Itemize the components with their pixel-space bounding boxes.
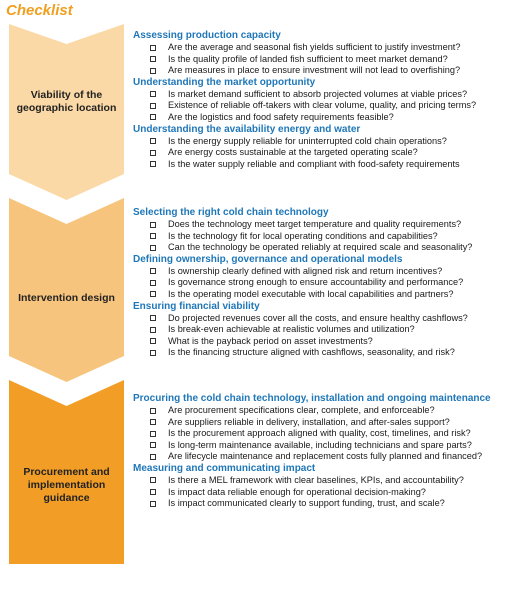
checklist-item[interactable]: Are procurement specifications clear, complete, and enforceable? <box>133 405 513 417</box>
checkbox-icon[interactable] <box>150 103 156 109</box>
checkbox-icon[interactable] <box>150 68 156 74</box>
section-production-capacity <box>133 30 513 77</box>
checkbox-icon[interactable] <box>150 338 156 344</box>
checkbox-icon[interactable] <box>150 327 156 333</box>
section-heading: Defining ownership, governance and operational models <box>133 253 403 265</box>
checkbox-icon[interactable] <box>150 419 156 425</box>
section-market-opportunity <box>133 77 513 124</box>
checklist-item[interactable]: Is long-term maintenance available, including technicians and spare parts? <box>133 440 513 452</box>
checkbox-icon[interactable] <box>150 454 156 460</box>
stage-procurement-arrow <box>9 380 124 564</box>
checklist-item[interactable]: Is impact communicated clearly to support funding, trust, and scale? <box>133 498 513 510</box>
checkbox-icon[interactable] <box>150 222 156 228</box>
section-measuring-impact <box>133 463 513 510</box>
checkbox-icon[interactable] <box>150 114 156 120</box>
section-heading: Assessing production capacity <box>133 30 281 41</box>
checklist-item[interactable]: Is the energy supply reliable for uninterrupted cold chain operations? <box>133 136 513 148</box>
checkbox-icon[interactable] <box>150 477 156 483</box>
checklist-item[interactable]: Is the procurement approach aligned with quality, cost, timelines, and risk? <box>133 428 513 440</box>
checkbox-icon[interactable] <box>150 431 156 437</box>
checkbox-icon[interactable] <box>150 315 156 321</box>
checklist-item[interactable]: Does the technology meet target temperature and quality requirements? <box>133 219 513 231</box>
checkbox-icon[interactable] <box>150 138 156 144</box>
checkbox-icon[interactable] <box>150 350 156 356</box>
checkbox-icon[interactable] <box>150 245 156 251</box>
checkbox-icon[interactable] <box>150 161 156 167</box>
checkbox-icon[interactable] <box>150 408 156 414</box>
section-cold-chain-technology <box>133 207 513 254</box>
stage-procurement-label: Procurement and implementation guidance <box>23 466 110 504</box>
checklist-item[interactable]: Is the technology fit for local operating conditions and capabilities? <box>133 231 513 243</box>
checkbox-icon[interactable] <box>150 442 156 448</box>
checklist-item[interactable]: Are the average and seasonal fish yields sufficient to justify investment? <box>133 42 513 54</box>
checklist-item[interactable]: Are lifecycle maintenance and replacement costs fully planned and financed? <box>133 451 513 463</box>
stage-intervention-label: Intervention design <box>18 292 115 304</box>
section-procurement <box>133 393 513 463</box>
stage-viability-arrow <box>9 24 124 200</box>
stage-intervention-arrow <box>9 198 124 382</box>
checkbox-icon[interactable] <box>150 56 156 62</box>
checklist-item[interactable]: Are energy costs sustainable at the targeted operating scale? <box>133 147 513 159</box>
checklist-item[interactable]: Is break-even achievable at realistic volumes and utilization? <box>133 324 513 336</box>
checklist-group-1 <box>133 30 513 170</box>
section-heading: Procuring the cold chain technology, installation and ongoing maintenance <box>133 393 491 404</box>
checklist-item[interactable]: Can the technology be operated reliably at required scale and seasonality? <box>133 242 513 254</box>
checklist-item[interactable]: Is the financing structure aligned with cashflows, seasonality, and risk? <box>133 347 513 359</box>
checkbox-icon[interactable] <box>150 268 156 274</box>
checkbox-icon[interactable] <box>150 91 156 97</box>
checkbox-icon[interactable] <box>150 233 156 239</box>
checkbox-icon[interactable] <box>150 45 156 51</box>
checkbox-icon[interactable] <box>150 150 156 156</box>
section-financial-viability <box>133 301 513 359</box>
checklist-group-3 <box>133 393 513 510</box>
checklist-item[interactable]: Is governance strong enough to ensure accountability and performance? <box>133 277 513 289</box>
checklist-item[interactable]: Is there a MEL framework with clear baselines, KPIs, and accountability? <box>133 475 513 487</box>
section-heading: Understanding the market opportunity <box>133 76 316 88</box>
checklist-item[interactable]: Is the water supply reliable and compliant with food-safety requirements <box>133 159 513 171</box>
checkbox-icon[interactable] <box>150 501 156 507</box>
checklist-item[interactable]: Is the quality profile of landed fish sufficient to meet market demand? <box>133 54 513 66</box>
checklist-group-2 <box>133 207 513 359</box>
checkbox-icon[interactable] <box>150 489 156 495</box>
section-ownership-governance <box>133 254 513 301</box>
checkbox-icon[interactable] <box>150 291 156 297</box>
checklist-item[interactable]: Are measures in place to ensure investment will not lead to overfishing? <box>133 65 513 77</box>
checklist-item[interactable]: Is the operating model executable with local capabilities and partners? <box>133 289 513 301</box>
checklist-title: Checklist <box>6 2 73 19</box>
checklist-item[interactable]: Do projected revenues cover all the costs, and ensure healthy cashflows? <box>133 313 513 325</box>
checklist-item[interactable]: What is the payback period on asset investments? <box>133 336 513 348</box>
checklist-item[interactable]: Is ownership clearly defined with aligned risk and return incentives? <box>133 266 513 278</box>
checklist-item[interactable]: Is market demand sufficient to absorb projected volumes at viable prices? <box>133 89 513 101</box>
checkbox-icon[interactable] <box>150 280 156 286</box>
section-heading: Ensuring financial viability <box>133 300 260 312</box>
section-heading: Understanding the availability energy and water <box>133 123 361 135</box>
stage-viability-label: Viability of the geographic location <box>16 89 117 114</box>
checklist-item[interactable]: Existence of reliable off-takers with clear volume, quality, and pricing terms? <box>133 100 513 112</box>
section-energy-water <box>133 124 513 171</box>
checklist-item[interactable]: Are suppliers reliable in delivery, installation, and after-sales support? <box>133 417 513 429</box>
checklist-item[interactable]: Is impact data reliable enough for operational decision-making? <box>133 487 513 499</box>
chevron-shape-2 <box>9 198 124 382</box>
section-heading: Selecting the right cold chain technology <box>133 207 329 218</box>
checklist-item[interactable]: Are the logistics and food safety requirements feasible? <box>133 112 513 124</box>
section-heading: Measuring and communicating impact <box>133 462 316 474</box>
